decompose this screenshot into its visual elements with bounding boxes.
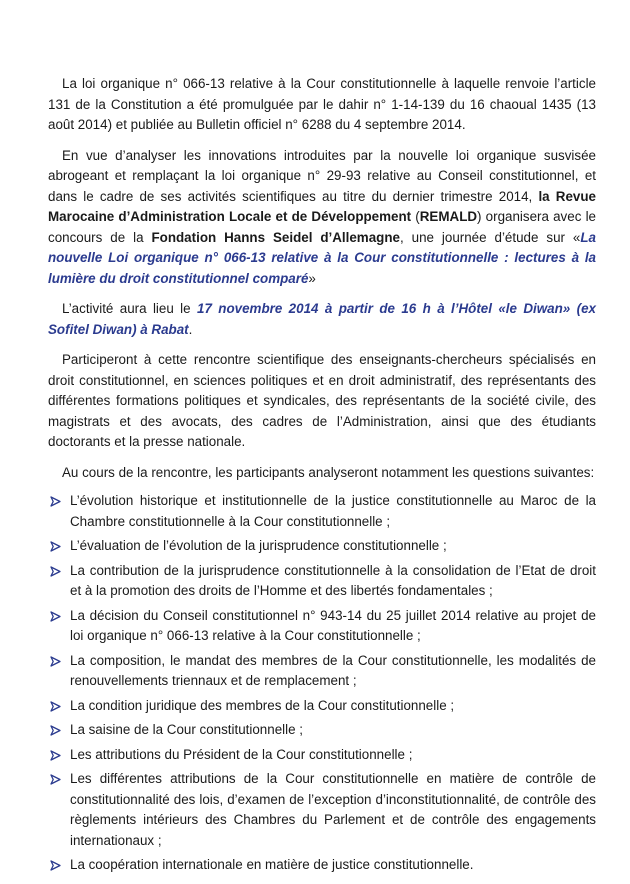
arrow-right-outline-icon <box>50 860 61 871</box>
arrow-right-outline-icon <box>50 750 61 761</box>
venue-suffix: . <box>188 321 193 337</box>
list-item-text: L’évaluation de l’évolution de la jurisprudence constitutionnelle ; <box>70 538 447 553</box>
participants-paragraph: Participeront à cette rencontre scientifique des enseignants-chercheurs spécialisés en droit constitutionnel, en sciences politiques et en droit administratif, des représentants des différentes formations politiques et syndicales, des représentants de la société civile, des magistrats et des avocats, des cadres de l’Administration, ainsi que des étudiants doctorants et la presse nationale. <box>48 352 596 449</box>
arrow-right-outline-icon <box>50 656 61 667</box>
announcement-text-3: ) organisera avec le concours de la <box>48 209 596 245</box>
announcement-text-5: » <box>308 270 316 286</box>
venue-paragraph <box>48 299 596 340</box>
arrow-right-outline-icon <box>50 496 61 507</box>
list-item <box>48 696 596 717</box>
list-item <box>48 606 596 647</box>
list-item-text: L’évolution historique et institutionnelle de la justice constitutionnelle au Maroc de la Chambre constitutionnelle à la Cour constitutionnelle ; <box>70 493 596 529</box>
list-item <box>48 651 596 692</box>
document-body <box>48 74 596 880</box>
remald-acronym: REMALD <box>419 209 478 224</box>
list-item <box>48 536 596 557</box>
list-item-text: Les différentes attributions de la Cour constitutionnelle en matière de contrôle de constitutionnalité des lois, d’examen de l’exception d’inconstitutionnalité, de contrôle des règlements intérieurs des Chambres du Parlement et de contrôle des engagements internationaux ; <box>70 771 596 848</box>
list-item <box>48 769 596 851</box>
study-day-title: La nouvelle Loi organique n° 066-13 relative à la Cour constitutionnelle : lectures à la lumière du droit constitutionnel comparé <box>48 229 596 286</box>
arrow-right-outline-icon <box>50 611 61 622</box>
announcement-text-2: ( <box>411 209 420 224</box>
questions-list <box>48 491 596 876</box>
list-item <box>48 745 596 766</box>
arrow-right-outline-icon <box>50 566 61 577</box>
arrow-right-outline-icon <box>50 541 61 552</box>
questions-intro: Au cours de la rencontre, les participants analyseront notamment les questions suivantes: <box>62 464 595 480</box>
announcement-text-4: , une journée d’étude sur « <box>399 229 581 245</box>
arrow-right-outline-icon <box>50 774 61 785</box>
event-date-venue: 17 novembre 2014 à partir de 16 h à l’Hôtel «le Diwan» (ex Sofitel Diwan) à Rabat <box>48 301 596 337</box>
list-item-text: La contribution de la jurisprudence constitutionnelle à la consolidation de l’Etat de droit et à la promotion des droits de l’Homme et des libertés fondamentales ; <box>70 562 596 598</box>
list-item <box>48 855 596 876</box>
arrow-right-outline-icon <box>50 725 61 736</box>
list-item-text: La composition, le mandat des membres de la Cour constitutionnelle, les modalités de renouvellements triennaux et de remplacement ; <box>70 652 596 688</box>
list-item <box>48 491 596 532</box>
list-item <box>48 720 596 741</box>
event-announcement-paragraph <box>48 146 596 290</box>
fondation-name: Fondation Hanns Seidel d’Allemagne <box>151 229 400 245</box>
list-item-text: La décision du Conseil constitutionnel n° 943-14 du 25 juillet 2014 relative au projet de loi organique n° 066-13 relative à la Cour constitutionnelle ; <box>70 607 596 643</box>
list-item <box>48 561 596 602</box>
venue-prefix: L’activité aura lieu le <box>62 301 197 316</box>
list-item-text: La saisine de la Cour constitutionnelle ; <box>70 722 303 737</box>
list-item-text: La condition juridique des membres de la Cour constitutionnelle ; <box>70 697 455 713</box>
list-item-text: La coopération internationale en matière de justice constitutionnelle. <box>70 857 474 872</box>
intro-paragraph: La loi organique n° 066-13 relative à la Cour constitutionnelle à laquelle renvoie l’article 131 de la Constitution a été promulguée par le dahir n° 1-14-139 du 16 chaoual 1435 (13 août 2014) et publiée au Bulletin officiel n° 6288 du 4 septembre 2014. <box>48 76 596 132</box>
remald-name: la Revue Marocaine d’Administration Locale et de Développement <box>48 188 596 224</box>
arrow-right-outline-icon <box>50 701 61 712</box>
list-item-text: Les attributions du Président de la Cour constitutionnelle ; <box>70 746 413 762</box>
announcement-text-1: En vue d’analyser les innovations introduites par la nouvelle loi organique susvisée abrogeant et remplaçant la loi organique n° 29-93 relative au Conseil constitutionnel, et dans le cadre de ses activités scientifiques au titre du dernier trimestre 2014, <box>48 147 596 204</box>
